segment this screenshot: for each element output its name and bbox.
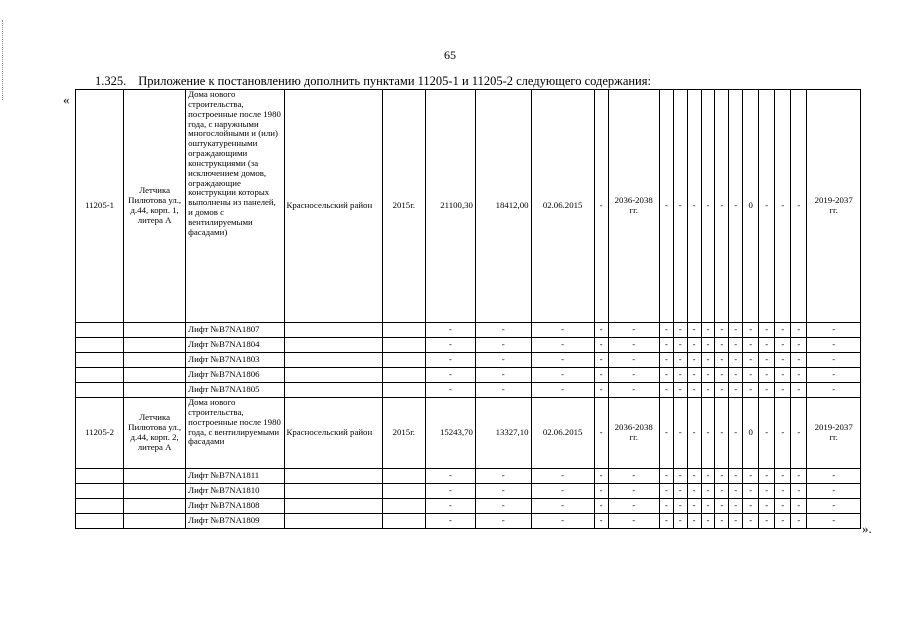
lift-dash: - bbox=[594, 368, 608, 383]
lift-dash: - bbox=[729, 499, 743, 514]
record-id: 11205-1 bbox=[76, 90, 124, 323]
lift-dash: - bbox=[743, 484, 759, 499]
record-dash: - bbox=[775, 398, 791, 469]
lift-dash: - bbox=[775, 338, 791, 353]
lift-dash: - bbox=[687, 383, 701, 398]
lift-dash: - bbox=[791, 514, 807, 529]
lift-dash: - bbox=[531, 368, 594, 383]
housing-table bbox=[75, 89, 861, 529]
lift-dash: - bbox=[531, 469, 594, 484]
lift-dash: - bbox=[594, 383, 608, 398]
lift-label: Лифт №B7NA1806 bbox=[186, 368, 284, 383]
lift-dash: - bbox=[807, 469, 861, 484]
lift-dash: - bbox=[531, 383, 594, 398]
lift-row bbox=[76, 514, 861, 529]
lift-dash: - bbox=[775, 323, 791, 338]
lift-row bbox=[76, 353, 861, 368]
lift-dash: - bbox=[759, 323, 775, 338]
record-id: 11205-2 bbox=[76, 398, 124, 469]
lift-dash: - bbox=[729, 484, 743, 499]
lift-dash: - bbox=[425, 353, 475, 368]
lift-dash: - bbox=[531, 514, 594, 529]
lift-dash: - bbox=[594, 514, 608, 529]
empty-cell bbox=[284, 368, 382, 383]
lift-dash: - bbox=[807, 368, 861, 383]
empty-cell bbox=[284, 514, 382, 529]
record-description: Дома нового строительства, построенные после 1980 года, с наружными многослойными и (или) оштукатуренными ограждающими конструкциями (за исключением домов, ограждающие конструкции которых выполнены из панелей, и домов с вентилируемыми фасадами) bbox=[186, 90, 284, 323]
lift-dash: - bbox=[659, 383, 673, 398]
lift-dash: - bbox=[425, 484, 475, 499]
lift-dash: - bbox=[743, 338, 759, 353]
empty-cell bbox=[124, 353, 186, 368]
lift-dash: - bbox=[659, 368, 673, 383]
lift-dash: - bbox=[701, 484, 715, 499]
lift-dash: - bbox=[715, 323, 729, 338]
lift-dash: - bbox=[425, 514, 475, 529]
lift-row bbox=[76, 484, 861, 499]
empty-cell bbox=[76, 499, 124, 514]
lift-dash: - bbox=[608, 338, 659, 353]
record-dash: - bbox=[594, 398, 608, 469]
lift-dash: - bbox=[791, 499, 807, 514]
lift-dash: - bbox=[531, 323, 594, 338]
record-dash: - bbox=[687, 90, 701, 323]
quote-close: ». bbox=[862, 521, 872, 536]
lift-dash: - bbox=[729, 383, 743, 398]
empty-cell bbox=[76, 323, 124, 338]
empty-cell bbox=[76, 469, 124, 484]
lift-dash: - bbox=[608, 323, 659, 338]
lift-dash: - bbox=[807, 499, 861, 514]
empty-cell bbox=[284, 469, 382, 484]
lift-dash: - bbox=[608, 484, 659, 499]
record-area-total: 21100,30 bbox=[425, 90, 475, 323]
empty-cell bbox=[76, 383, 124, 398]
lift-dash: - bbox=[531, 353, 594, 368]
lift-dash: - bbox=[701, 499, 715, 514]
empty-cell bbox=[382, 469, 425, 484]
lift-dash: - bbox=[659, 499, 673, 514]
quote-open: « bbox=[63, 92, 70, 107]
lift-dash: - bbox=[807, 338, 861, 353]
record-dash: - bbox=[715, 398, 729, 469]
lift-dash: - bbox=[701, 514, 715, 529]
lift-dash: - bbox=[743, 514, 759, 529]
lift-dash: - bbox=[687, 484, 701, 499]
empty-cell bbox=[382, 499, 425, 514]
lift-dash: - bbox=[729, 323, 743, 338]
lift-dash: - bbox=[475, 353, 531, 368]
lift-dash: - bbox=[594, 338, 608, 353]
table-row bbox=[76, 90, 861, 323]
empty-cell bbox=[382, 484, 425, 499]
lift-dash: - bbox=[791, 338, 807, 353]
record-area-living: 18412,00 bbox=[475, 90, 531, 323]
lift-label: Лифт №B7NA1805 bbox=[186, 383, 284, 398]
lift-dash: - bbox=[475, 323, 531, 338]
empty-cell bbox=[284, 484, 382, 499]
heading-number: 1.325. bbox=[95, 74, 127, 88]
lift-dash: - bbox=[729, 338, 743, 353]
lift-dash: - bbox=[759, 338, 775, 353]
lift-label: Лифт №B7NA1808 bbox=[186, 499, 284, 514]
lift-dash: - bbox=[775, 383, 791, 398]
lift-dash: - bbox=[701, 353, 715, 368]
lift-dash: - bbox=[759, 499, 775, 514]
lift-row bbox=[76, 499, 861, 514]
lift-dash: - bbox=[475, 368, 531, 383]
lift-row bbox=[76, 383, 861, 398]
lift-dash: - bbox=[791, 383, 807, 398]
lift-dash: - bbox=[594, 469, 608, 484]
empty-cell bbox=[382, 383, 425, 398]
record-period: 2036-2038 гг. bbox=[608, 90, 659, 323]
lift-dash: - bbox=[425, 338, 475, 353]
empty-cell bbox=[382, 338, 425, 353]
lift-dash: - bbox=[475, 514, 531, 529]
empty-cell bbox=[284, 323, 382, 338]
record-period: 2036-2038 гг. bbox=[608, 398, 659, 469]
lift-dash: - bbox=[729, 469, 743, 484]
record-zero: 0 bbox=[743, 398, 759, 469]
lift-row bbox=[76, 368, 861, 383]
lift-dash: - bbox=[659, 469, 673, 484]
lift-dash: - bbox=[659, 514, 673, 529]
empty-cell bbox=[124, 383, 186, 398]
record-date: 02.06.2015 bbox=[531, 90, 594, 323]
heading bbox=[95, 74, 651, 89]
record-dash: - bbox=[701, 398, 715, 469]
lift-dash: - bbox=[759, 514, 775, 529]
record-dash: - bbox=[729, 398, 743, 469]
empty-cell bbox=[382, 323, 425, 338]
lift-dash: - bbox=[791, 484, 807, 499]
lift-dash: - bbox=[759, 353, 775, 368]
record-dash: - bbox=[594, 90, 608, 323]
record-dash: - bbox=[759, 398, 775, 469]
lift-dash: - bbox=[729, 368, 743, 383]
lift-row bbox=[76, 469, 861, 484]
table-body bbox=[76, 90, 861, 529]
lift-dash: - bbox=[759, 383, 775, 398]
lift-dash: - bbox=[531, 499, 594, 514]
lift-dash: - bbox=[673, 484, 687, 499]
lift-dash: - bbox=[715, 469, 729, 484]
empty-cell bbox=[124, 469, 186, 484]
lift-dash: - bbox=[687, 353, 701, 368]
lift-dash: - bbox=[701, 469, 715, 484]
lift-dash: - bbox=[673, 368, 687, 383]
lift-dash: - bbox=[673, 499, 687, 514]
record-dash: - bbox=[791, 90, 807, 323]
lift-dash: - bbox=[775, 469, 791, 484]
record-area-living: 13327,10 bbox=[475, 398, 531, 469]
empty-cell bbox=[382, 368, 425, 383]
lift-dash: - bbox=[659, 484, 673, 499]
lift-dash: - bbox=[608, 368, 659, 383]
record-area-total: 15243,70 bbox=[425, 398, 475, 469]
lift-dash: - bbox=[608, 514, 659, 529]
record-zero: 0 bbox=[743, 90, 759, 323]
record-dash: - bbox=[659, 90, 673, 323]
record-description: Дома нового строительства, построенные после 1980 года, с вентилируемыми фасадами bbox=[186, 398, 284, 469]
lift-dash: - bbox=[743, 469, 759, 484]
lift-dash: - bbox=[701, 338, 715, 353]
lift-dash: - bbox=[475, 338, 531, 353]
heading-text: Приложение к постановлению дополнить пунктами 11205-1 и 11205-2 следующего содержания: bbox=[138, 74, 651, 88]
lift-label: Лифт №B7NA1810 bbox=[186, 484, 284, 499]
lift-label: Лифт №B7NA1803 bbox=[186, 353, 284, 368]
record-address: Летчика Пилютова ул., д.44, корп. 1, литера А bbox=[124, 90, 186, 323]
record-dash: - bbox=[701, 90, 715, 323]
lift-dash: - bbox=[807, 514, 861, 529]
lift-label: Лифт №B7NA1804 bbox=[186, 338, 284, 353]
record-district: Красносельский район bbox=[284, 90, 382, 323]
lift-dash: - bbox=[594, 353, 608, 368]
lift-label: Лифт №B7NA1809 bbox=[186, 514, 284, 529]
lift-dash: - bbox=[775, 499, 791, 514]
record-year: 2015г. bbox=[382, 398, 425, 469]
lift-dash: - bbox=[701, 383, 715, 398]
lift-label: Лифт №B7NA1807 bbox=[186, 323, 284, 338]
lift-dash: - bbox=[715, 353, 729, 368]
lift-dash: - bbox=[729, 514, 743, 529]
empty-cell bbox=[76, 353, 124, 368]
lift-dash: - bbox=[743, 383, 759, 398]
lift-row bbox=[76, 323, 861, 338]
lift-dash: - bbox=[659, 353, 673, 368]
record-dash: - bbox=[729, 90, 743, 323]
record-dash: - bbox=[687, 398, 701, 469]
lift-dash: - bbox=[775, 353, 791, 368]
lift-dash: - bbox=[673, 323, 687, 338]
lift-dash: - bbox=[759, 484, 775, 499]
lift-dash: - bbox=[425, 499, 475, 514]
lift-dash: - bbox=[701, 323, 715, 338]
lift-dash: - bbox=[608, 499, 659, 514]
lift-dash: - bbox=[673, 338, 687, 353]
table-row bbox=[76, 398, 861, 469]
record-year: 2015г. bbox=[382, 90, 425, 323]
empty-cell bbox=[76, 338, 124, 353]
empty-cell bbox=[124, 484, 186, 499]
lift-dash: - bbox=[807, 484, 861, 499]
empty-cell bbox=[124, 368, 186, 383]
empty-cell bbox=[284, 499, 382, 514]
record-period-end: 2019-2037 гг. bbox=[807, 90, 861, 323]
lift-dash: - bbox=[687, 469, 701, 484]
lift-dash: - bbox=[807, 323, 861, 338]
lift-dash: - bbox=[425, 383, 475, 398]
lift-dash: - bbox=[687, 338, 701, 353]
lift-dash: - bbox=[791, 323, 807, 338]
empty-cell bbox=[124, 514, 186, 529]
lift-dash: - bbox=[791, 353, 807, 368]
record-dash: - bbox=[791, 398, 807, 469]
record-period-end: 2019-2037 гг. bbox=[807, 398, 861, 469]
lift-dash: - bbox=[673, 514, 687, 529]
lift-dash: - bbox=[673, 469, 687, 484]
empty-cell bbox=[124, 323, 186, 338]
lift-dash: - bbox=[715, 383, 729, 398]
record-dash: - bbox=[673, 90, 687, 323]
record-dash: - bbox=[759, 90, 775, 323]
record-date: 02.06.2015 bbox=[531, 398, 594, 469]
lift-dash: - bbox=[673, 383, 687, 398]
empty-cell bbox=[382, 514, 425, 529]
lift-dash: - bbox=[425, 368, 475, 383]
record-dash: - bbox=[673, 398, 687, 469]
lift-dash: - bbox=[715, 499, 729, 514]
lift-dash: - bbox=[715, 368, 729, 383]
lift-dash: - bbox=[807, 353, 861, 368]
lift-dash: - bbox=[659, 338, 673, 353]
empty-cell bbox=[76, 368, 124, 383]
lift-dash: - bbox=[743, 323, 759, 338]
lift-dash: - bbox=[743, 499, 759, 514]
lift-dash: - bbox=[775, 368, 791, 383]
empty-cell bbox=[124, 338, 186, 353]
lift-dash: - bbox=[673, 353, 687, 368]
empty-cell bbox=[76, 514, 124, 529]
lift-dash: - bbox=[775, 484, 791, 499]
empty-cell bbox=[284, 353, 382, 368]
lift-dash: - bbox=[608, 383, 659, 398]
lift-dash: - bbox=[687, 499, 701, 514]
lift-row bbox=[76, 338, 861, 353]
lift-dash: - bbox=[475, 484, 531, 499]
lift-dash: - bbox=[594, 499, 608, 514]
record-district: Красносельский район bbox=[284, 398, 382, 469]
lift-dash: - bbox=[775, 514, 791, 529]
empty-cell bbox=[382, 353, 425, 368]
page-number: 65 bbox=[444, 48, 456, 62]
lift-dash: - bbox=[594, 484, 608, 499]
record-dash: - bbox=[715, 90, 729, 323]
empty-cell bbox=[284, 338, 382, 353]
lift-dash: - bbox=[759, 368, 775, 383]
lift-dash: - bbox=[715, 514, 729, 529]
lift-dash: - bbox=[659, 323, 673, 338]
record-dash: - bbox=[659, 398, 673, 469]
lift-dash: - bbox=[425, 323, 475, 338]
lift-label: Лифт №B7NA1811 bbox=[186, 469, 284, 484]
lift-dash: - bbox=[743, 368, 759, 383]
lift-dash: - bbox=[807, 383, 861, 398]
lift-dash: - bbox=[791, 469, 807, 484]
lift-dash: - bbox=[687, 368, 701, 383]
empty-cell bbox=[124, 499, 186, 514]
lift-dash: - bbox=[531, 484, 594, 499]
lift-dash: - bbox=[594, 323, 608, 338]
scan-edge-mark bbox=[2, 20, 5, 100]
empty-cell bbox=[76, 484, 124, 499]
lift-dash: - bbox=[425, 469, 475, 484]
lift-dash: - bbox=[701, 368, 715, 383]
lift-dash: - bbox=[531, 338, 594, 353]
record-address: Летчика Пилютова ул., д.44, корп. 2, литера А bbox=[124, 398, 186, 469]
lift-dash: - bbox=[687, 323, 701, 338]
lift-dash: - bbox=[715, 484, 729, 499]
lift-dash: - bbox=[759, 469, 775, 484]
record-dash: - bbox=[775, 90, 791, 323]
lift-dash: - bbox=[608, 469, 659, 484]
lift-dash: - bbox=[475, 499, 531, 514]
lift-dash: - bbox=[687, 514, 701, 529]
lift-dash: - bbox=[743, 353, 759, 368]
lift-dash: - bbox=[475, 469, 531, 484]
lift-dash: - bbox=[608, 353, 659, 368]
empty-cell bbox=[284, 383, 382, 398]
lift-dash: - bbox=[791, 368, 807, 383]
lift-dash: - bbox=[715, 338, 729, 353]
lift-dash: - bbox=[729, 353, 743, 368]
lift-dash: - bbox=[475, 383, 531, 398]
